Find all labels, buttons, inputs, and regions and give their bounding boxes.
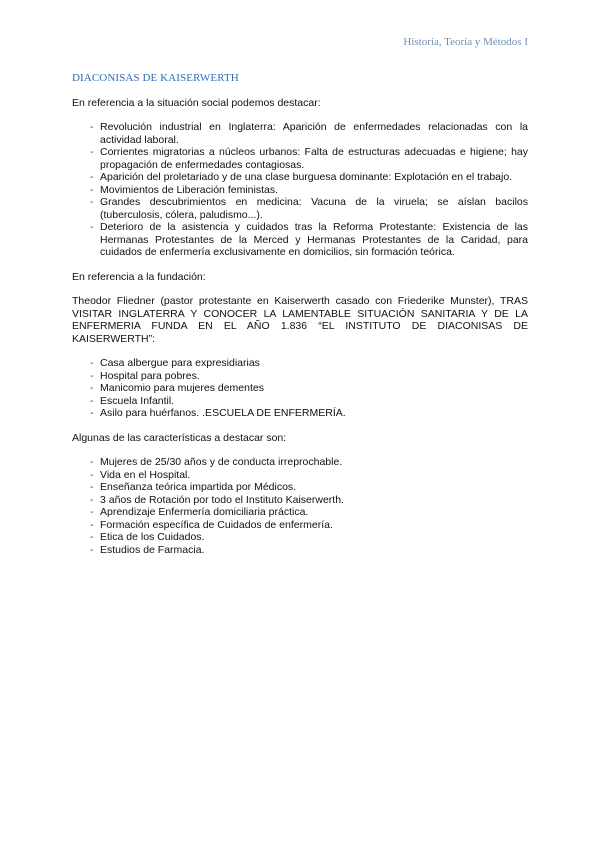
social-list — [72, 121, 528, 259]
list-item: - Enseñanza teórica impartida por Médicos. — [72, 481, 528, 494]
list-item: - Corrientes migratorias a núcleos urbanos: Falta de estructuras adecuadas e higiene; hay propagación de enfermedades contagiosas. — [72, 146, 528, 171]
list-item: - Aprendizaje Enfermería domiciliaria práctica. — [72, 506, 528, 519]
foundation-list — [72, 357, 528, 420]
page-header: Historia, Teoría y Métodos I — [403, 36, 528, 48]
list-item: - Grandes descubrimientos en medicina: Vacuna de la viruela; se aíslan bacilos (tuberculosis, cólera, paludismo...). — [72, 196, 528, 221]
list-item: - Deterioro de la asistencia y cuidados tras la Reforma Protestante: Existencia de las Hermanas Protestantes de la Merced y Hermanas Protestantes de la Caridad, para cuidados de enfermería exclusivamente en domicilios, sin formación teórica. — [72, 221, 528, 259]
foundation-paragraph: Theodor Fliedner (pastor protestante en Kaiserwerth casado con Friederike Munster), TRAS VISITAR INGLATERRA Y CONOCER LA LAMENTABLE SITUACIÓN SANITARIA Y DE LA ENFERMERIA FUNDA EN EL AÑO 1.836 “EL INSTITUTO DE DIACONISAS DE KAISERWERTH”: — [72, 295, 528, 345]
list-item: - Estudios de Farmacia. — [72, 544, 528, 557]
list-item: - Mujeres de 25/30 años y de conducta irreprochable. — [72, 456, 528, 469]
list-item: - Manicomio para mujeres dementes — [72, 382, 528, 395]
list-item: - Formación específica de Cuidados de enfermería. — [72, 519, 528, 532]
list-item: - Escuela Infantil. — [72, 395, 528, 408]
intro-characteristics: Algunas de las características a destacar son: — [72, 431, 287, 444]
section-title: DIACONISAS DE KAISERWERTH — [72, 72, 239, 84]
list-item: - Revolución industrial en Inglaterra: Aparición de enfermedades relacionadas con la actividad laboral. — [72, 121, 528, 146]
list-item: - Movimientos de Liberación feministas. — [72, 184, 528, 197]
characteristics-list — [72, 456, 528, 556]
list-item: - Vida en el Hospital. — [72, 469, 528, 482]
list-item: - 3 años de Rotación por todo el Instituto Kaiserwerth. — [72, 494, 528, 507]
list-item: - Casa albergue para expresidiarias — [72, 357, 528, 370]
list-item: - Hospital para pobres. — [72, 370, 528, 383]
intro-foundation: En referencia a la fundación: — [72, 270, 206, 283]
list-item: - Etica de los Cuidados. — [72, 531, 528, 544]
list-item: - Aparición del proletariado y de una clase burguesa dominante: Explotación en el trabajo. — [72, 171, 528, 184]
list-item: - Asilo para huérfanos. .ESCUELA DE ENFERMERÍA. — [72, 407, 528, 420]
intro-social: En referencia a la situación social podemos destacar: — [72, 96, 321, 109]
document-body — [72, 72, 528, 568]
